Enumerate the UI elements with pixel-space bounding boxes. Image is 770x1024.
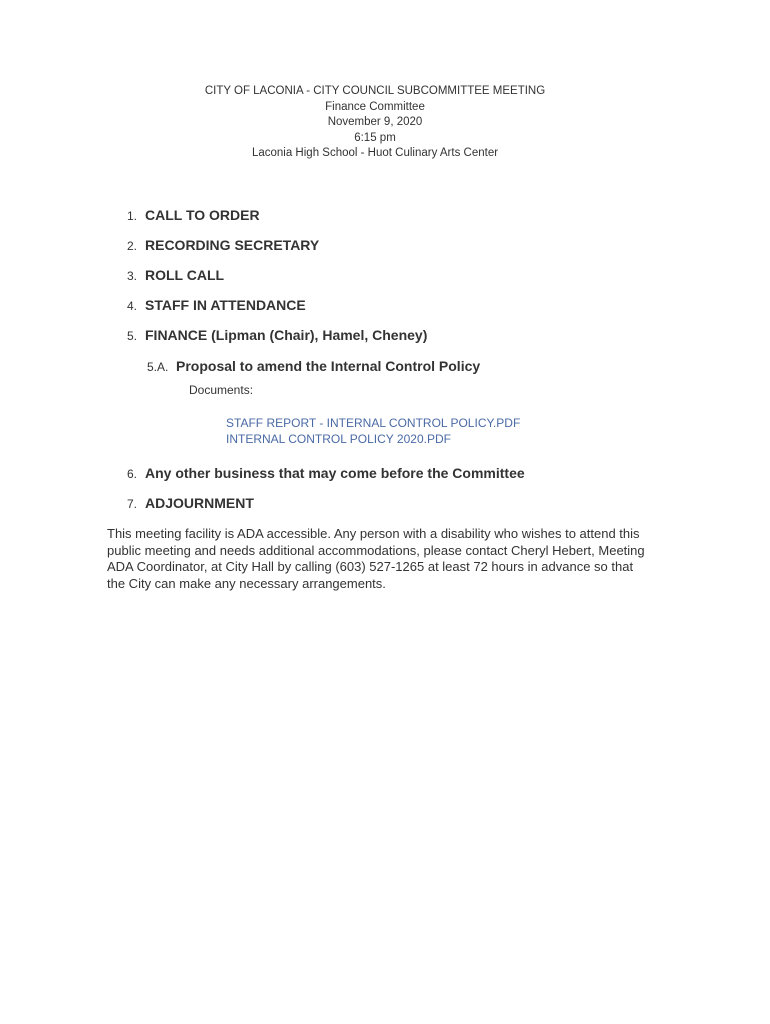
agenda-item-adjournment <box>127 495 254 511</box>
agenda-subitem-number: 5.A. <box>147 360 169 374</box>
agenda-item-title: ROLL CALL <box>145 267 225 283</box>
agenda-item-number: 3. <box>127 269 138 283</box>
agenda-item-finance <box>127 327 427 343</box>
agenda-item-call-to-order <box>127 207 260 223</box>
agenda-item-recording-secretary <box>127 237 319 253</box>
document-link-staff-report[interactable]: STAFF REPORT - INTERNAL CONTROL POLICY.PDF <box>226 416 521 430</box>
agenda-item-number: 6. <box>127 467 138 481</box>
meeting-date: November 9, 2020 <box>327 116 423 128</box>
agenda-item-title: CALL TO ORDER <box>145 207 260 223</box>
agenda-item-title: FINANCE (Lipman (Chair), Hamel, Cheney) <box>145 327 428 343</box>
agenda-item-title: STAFF IN ATTENDANCE <box>145 297 306 313</box>
agenda-item-number: 5. <box>127 329 138 343</box>
documents-label: Documents: <box>189 383 254 397</box>
agenda-item-title: ADJOURNMENT <box>145 495 254 511</box>
agenda-item-title: Any other business that may come before the Committee <box>145 465 525 481</box>
agenda-item-title: RECORDING SECRETARY <box>145 237 320 253</box>
agenda-subitem-title: Proposal to amend the Internal Control Policy <box>176 358 481 374</box>
ada-accessibility-notice: This meeting facility is ADA accessible. Any person with a disability who wishes to attend this public meeting and needs additional accommodations, please contact Cheryl Hebert, Meeting ADA Coordinator, at City Hall by calling (603) 527-1265 at least 72 hours in advance so that the City can make any necessary arrangements. <box>107 526 645 591</box>
agenda-subitem-internal-control-policy <box>147 358 480 374</box>
agenda-item-number: 7. <box>127 497 138 511</box>
agenda-item-other-business <box>127 465 525 481</box>
meeting-location: Laconia High School - Huot Culinary Arts Center <box>251 147 499 159</box>
document-link-internal-control-policy[interactable]: INTERNAL CONTROL POLICY 2020.PDF <box>226 432 451 446</box>
meeting-time: 6:15 pm <box>354 131 396 144</box>
meeting-header <box>0 84 750 162</box>
committee-name: Finance Committee <box>325 100 425 113</box>
agenda-item-number: 2. <box>127 239 138 253</box>
agenda-item-staff-in-attendance <box>127 297 306 313</box>
agenda-item-number: 1. <box>127 209 138 223</box>
meeting-title: CITY OF LACONIA - CITY COUNCIL SUBCOMMITTEE MEETING <box>204 85 546 97</box>
agenda-item-roll-call <box>127 267 224 283</box>
agenda-item-number: 4. <box>127 299 138 313</box>
